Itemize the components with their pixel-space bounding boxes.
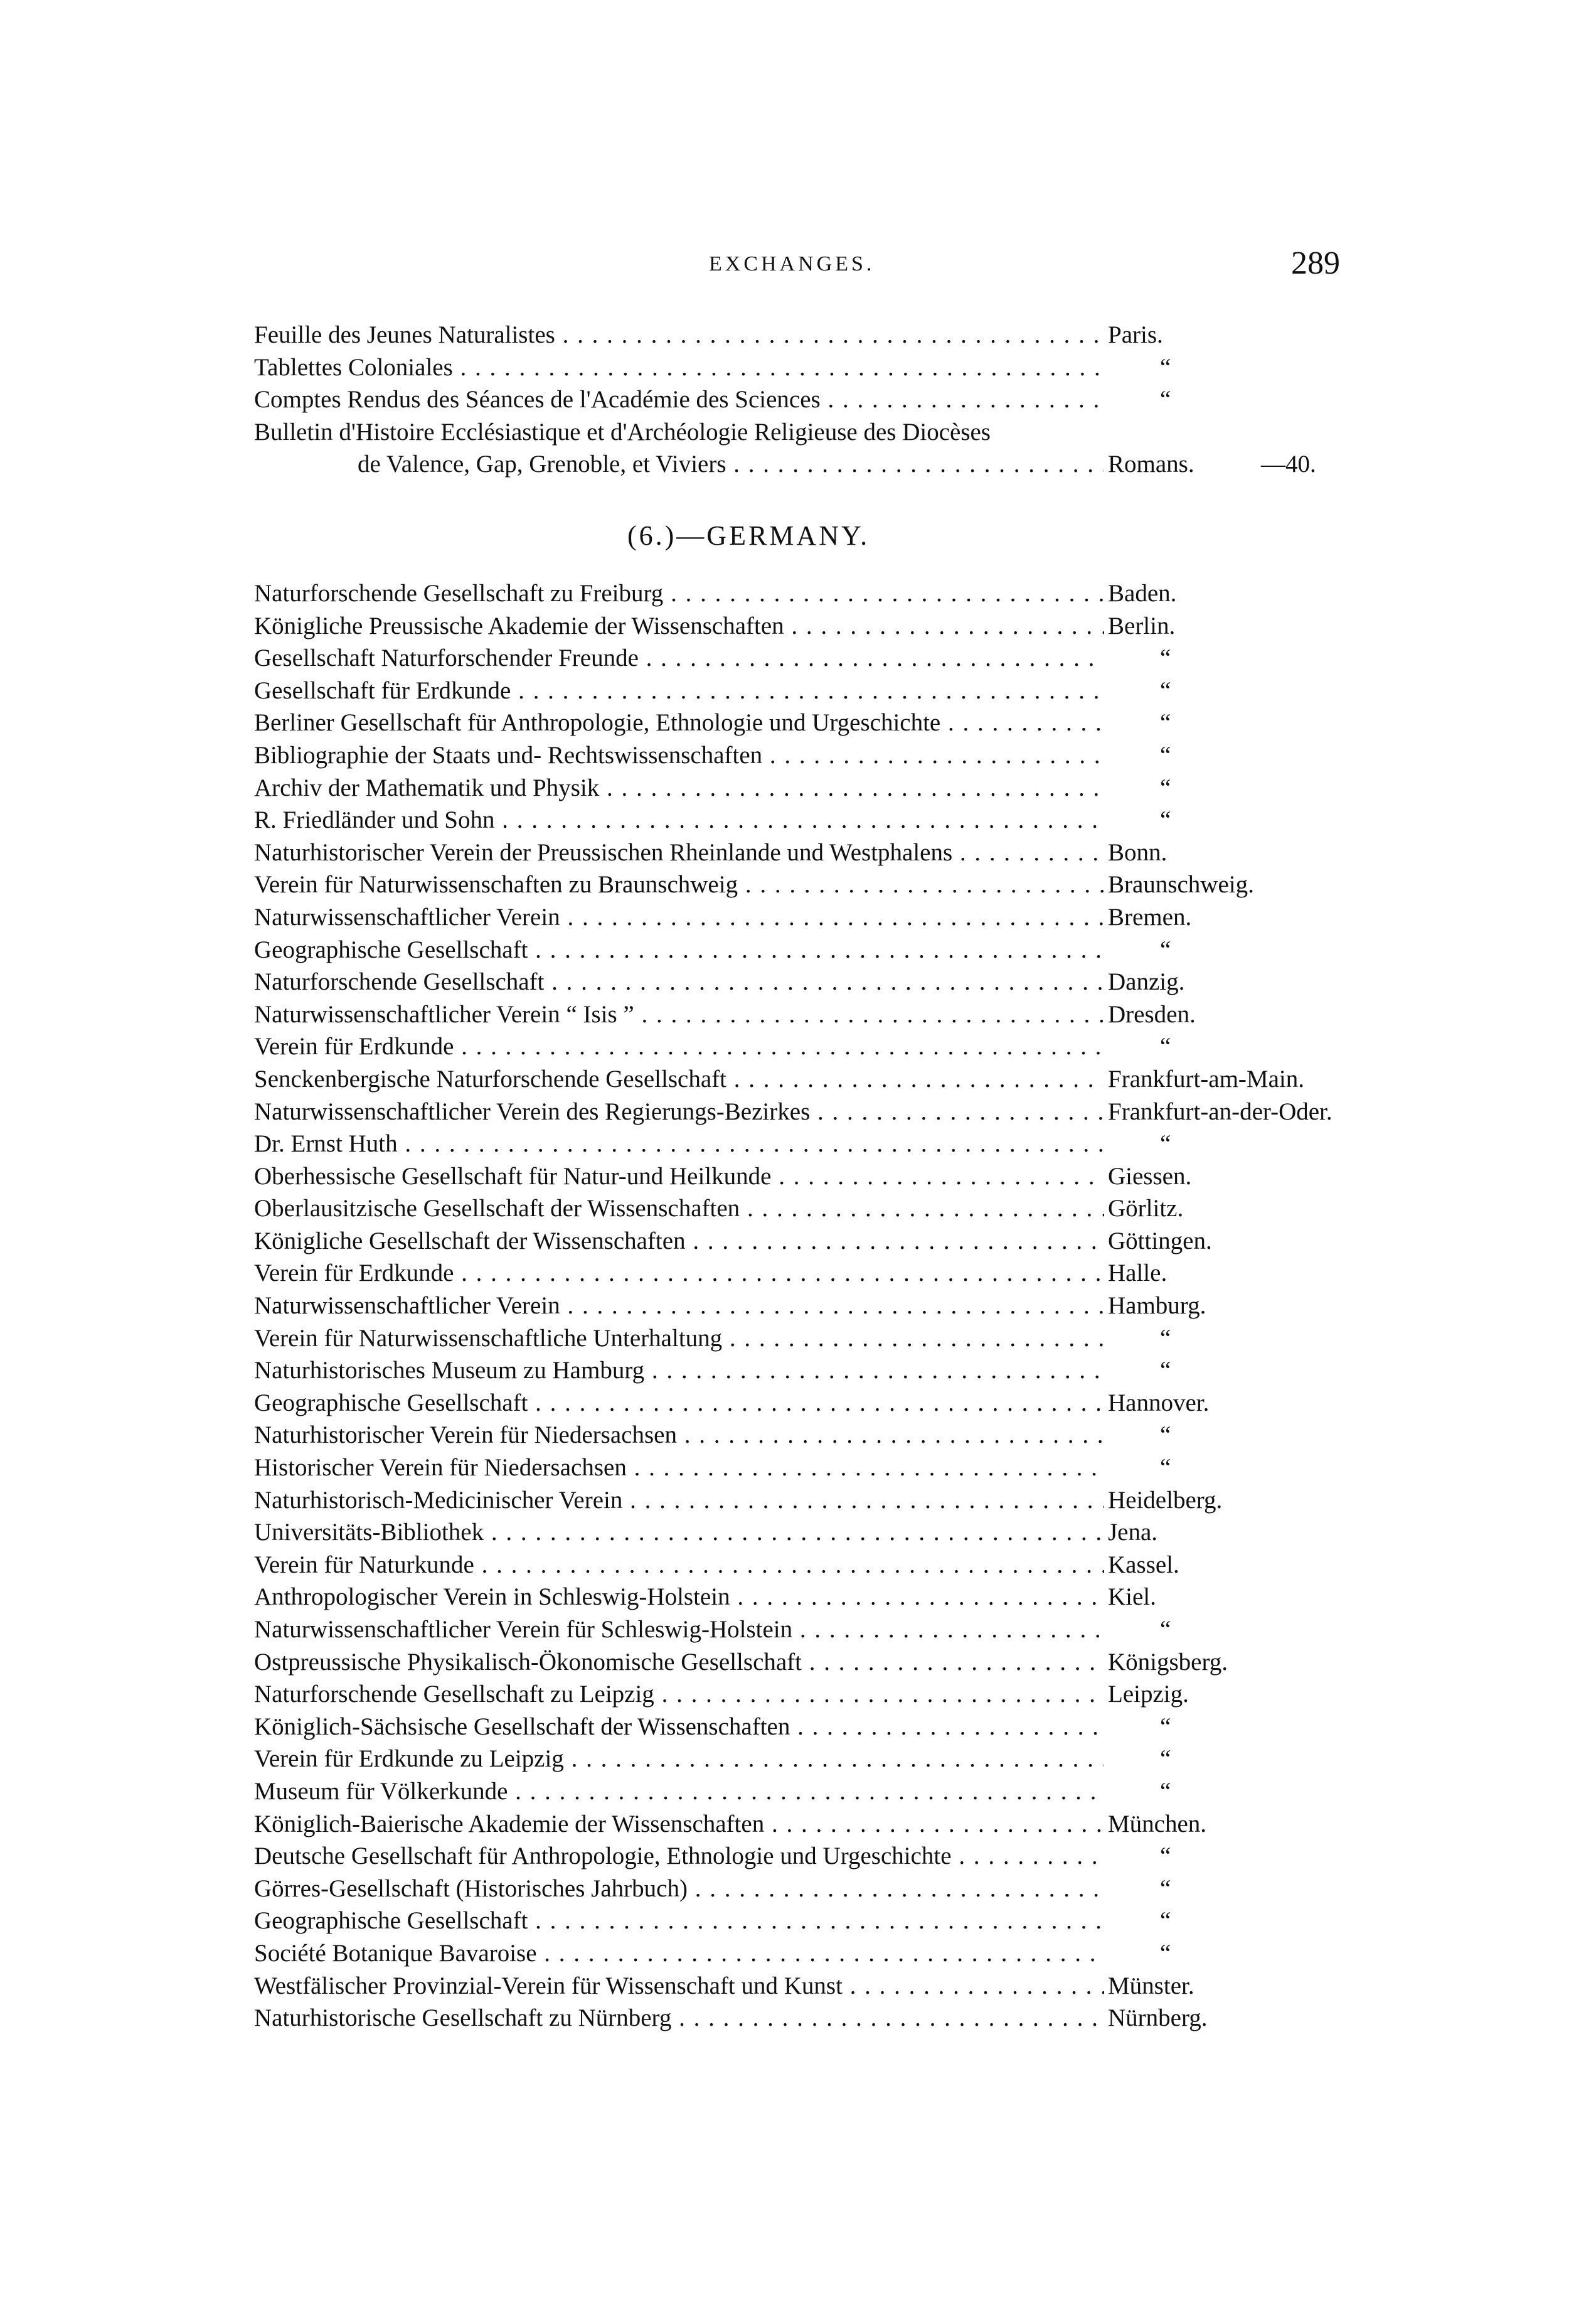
place-name: “: [1157, 1354, 1173, 1387]
society-name: Naturwissenschaftlicher Verein für Schleswig-Holstein . . .: [254, 1613, 1104, 1646]
society-name: Geographische Gesellschaft . . .: [254, 934, 1104, 966]
society-name: Görres-Gesellschaft (Historisches Jahrbuch) . . .: [254, 1873, 1104, 1905]
society-name: Gesellschaft für Erdkunde . . .: [254, 675, 1104, 707]
list-item: [254, 1743, 1333, 1775]
list-item: [254, 1192, 1333, 1225]
place-name: “: [1157, 1030, 1173, 1063]
list-item: [254, 1322, 1333, 1355]
list-item: [254, 351, 1333, 384]
place-name: Königsberg.: [1105, 1646, 1228, 1679]
place-name: “: [1157, 707, 1173, 739]
list-item: [254, 1840, 1333, 1873]
place-name: Nürnberg.: [1105, 2002, 1208, 2035]
place-name: Paris.: [1105, 319, 1163, 351]
society-name: Deutsche Gesellschaft für Anthropologie, Ethnologie und Urgeschichte . . .: [254, 1840, 1104, 1873]
list-item: [254, 383, 1333, 416]
place-name: “: [1157, 1452, 1173, 1484]
list-item: [254, 1354, 1333, 1387]
society-name: Naturhistorische Gesellschaft zu Nürnberg . . .: [254, 2002, 1104, 2035]
society-name: Anthropologischer Verein in Schleswig-Holstein . . .: [254, 1581, 1104, 1613]
society-name: Bulletin d'Histoire Ecclésiastique et d'Archéologie Religieuse des Diocèses: [254, 418, 991, 446]
society-name: Comptes Rendus des Séances de l'Académie des Sciences . . .: [254, 383, 1104, 416]
society-name: Naturhistorischer Verein für Niedersachsen . . .: [254, 1419, 1104, 1452]
place-name: Danzig.: [1105, 966, 1184, 998]
society-name: Königliche Preussische Akademie der Wissenschaften . . .: [254, 610, 1104, 643]
place-name: Hannover.: [1105, 1387, 1209, 1420]
place-name: “: [1157, 1905, 1173, 1937]
list-item: [254, 675, 1333, 707]
place-name: “: [1157, 642, 1173, 675]
society-name: Königlich-Baierische Akademie der Wissenschaften . . .: [254, 1808, 1104, 1841]
list-item: [254, 1549, 1333, 1581]
list-item: [254, 804, 1333, 837]
society-name: Universitäts-Bibliothek . . .: [254, 1516, 1104, 1549]
place-name: Baden.: [1105, 577, 1176, 610]
france-continued-list: [254, 319, 1333, 481]
society-name: Museum für Völkerkunde . . .: [254, 1775, 1104, 1808]
place-name: Bremen.: [1105, 901, 1191, 934]
list-item: [254, 1808, 1333, 1841]
place-name: Romans.: [1105, 448, 1194, 481]
place-name: Göttingen.: [1105, 1225, 1212, 1258]
list-item: [254, 707, 1333, 739]
list-item: [254, 739, 1333, 772]
society-name: Bibliographie der Staats und- Rechtswissenschaften . . .: [254, 739, 1104, 772]
society-name: Naturhistorisches Museum zu Hamburg . . .: [254, 1354, 1104, 1387]
place-name: Frankfurt-am-Main.: [1105, 1063, 1304, 1096]
list-item: [254, 1937, 1333, 1970]
society-name: Geographische Gesellschaft . . .: [254, 1905, 1104, 1937]
list-item: [254, 901, 1333, 934]
society-name: Feuille des Jeunes Naturalistes . . .: [254, 319, 1104, 351]
list-item: [254, 1387, 1333, 1420]
place-name: “: [1157, 1775, 1173, 1808]
society-name: Geographische Gesellschaft . . .: [254, 1387, 1104, 1420]
list-item: [254, 1452, 1333, 1484]
list-item: [254, 448, 1333, 481]
society-name: Dr. Ernst Huth . . .: [254, 1128, 1104, 1160]
place-name: Giessen.: [1105, 1160, 1191, 1193]
place-name: “: [1157, 1840, 1173, 1873]
society-name: Gesellschaft Naturforschender Freunde . . .: [254, 642, 1104, 675]
place-name: München.: [1105, 1808, 1206, 1841]
list-item: [254, 1225, 1333, 1258]
place-name: “: [1157, 1613, 1173, 1646]
society-name: Königliche Gesellschaft der Wissenschaften . . .: [254, 1225, 1104, 1258]
section-title: (6.)—GERMANY.: [627, 520, 870, 551]
society-name: Verein für Erdkunde zu Leipzig . . .: [254, 1743, 1104, 1775]
society-name: de Valence, Gap, Grenoble, et Viviers . . .: [358, 448, 1104, 481]
list-item: [254, 1646, 1333, 1679]
society-name: Verein für Naturkunde . . .: [254, 1549, 1104, 1581]
page-number: 289: [1291, 245, 1340, 281]
place-name: “: [1157, 1743, 1173, 1775]
list-item: [254, 934, 1333, 966]
society-name: Verein für Erdkunde . . .: [254, 1030, 1104, 1063]
society-name: Naturwissenschaftlicher Verein des Regierungs-Bezirkes . . .: [254, 1096, 1104, 1128]
society-name: Naturhistorischer Verein der Preussischen Rheinlande und Westphalens . . .: [254, 837, 1104, 869]
list-item: [254, 1678, 1333, 1711]
society-name: Verein für Erdkunde . . .: [254, 1257, 1104, 1290]
place-name: Braunschweig.: [1105, 869, 1254, 901]
list-item: [254, 1581, 1333, 1613]
society-name: Naturforschende Gesellschaft . . .: [254, 966, 1104, 998]
place-name: Frankfurt-an-der-Oder.: [1105, 1096, 1333, 1128]
list-item: [254, 772, 1333, 805]
list-item: [254, 1030, 1333, 1063]
society-name: Oberhessische Gesellschaft für Natur-und Heilkunde . . .: [254, 1160, 1104, 1193]
germany-list: [254, 577, 1333, 2035]
list-item: [254, 319, 1333, 351]
list-item: [254, 416, 1333, 449]
society-name: Naturforschende Gesellschaft zu Leipzig . . .: [254, 1678, 1104, 1711]
list-item: [254, 1484, 1333, 1517]
society-name: Historischer Verein für Niedersachsen . . .: [254, 1452, 1104, 1484]
society-name: Ostpreussische Physikalisch-Ökonomische Gesellschaft . . .: [254, 1646, 1104, 1679]
list-item: [254, 1063, 1333, 1096]
list-item: [254, 1873, 1333, 1905]
list-item: [254, 610, 1333, 643]
society-name: Naturwissenschaftlicher Verein . . .: [254, 901, 1104, 934]
place-name: “: [1157, 1419, 1173, 1452]
society-name: Archiv der Mathematik und Physik . . .: [254, 772, 1104, 805]
list-item: [254, 1905, 1333, 1937]
place-name: Heidelberg.: [1105, 1484, 1222, 1517]
place-name: Bonn.: [1105, 837, 1167, 869]
list-item: [254, 577, 1333, 610]
place-name: “: [1157, 675, 1173, 707]
place-name: “: [1157, 934, 1173, 966]
society-name: Verein für Naturwissenschaften zu Braunschweig . . .: [254, 869, 1104, 901]
running-head: EXCHANGES.: [709, 252, 875, 275]
place-name: “: [1157, 804, 1173, 837]
society-name: Tablettes Coloniales . . .: [254, 351, 1104, 384]
society-name: Naturhistorisch-Medicinischer Verein . . .: [254, 1484, 1104, 1517]
place-name: Kiel.: [1105, 1581, 1156, 1613]
list-item: [254, 1970, 1333, 2003]
society-name: Senckenbergische Naturforschende Gesellschaft . . .: [254, 1063, 1104, 1096]
society-name: R. Friedländer und Sohn . . .: [254, 804, 1104, 837]
list-item: [254, 998, 1333, 1031]
place-name: “: [1157, 1873, 1173, 1905]
place-name: Hamburg.: [1105, 1290, 1206, 1322]
society-name: Naturforschende Gesellschaft zu Freiburg . . .: [254, 577, 1104, 610]
list-item: [254, 1128, 1333, 1160]
list-item: [254, 1516, 1333, 1549]
list-item: [254, 1160, 1333, 1193]
list-item: [254, 869, 1333, 901]
place-name: “: [1157, 351, 1173, 384]
place-name: “: [1157, 383, 1173, 416]
list-item: [254, 1419, 1333, 1452]
society-name: Königlich-Sächsische Gesellschaft der Wissenschaften . . .: [254, 1711, 1104, 1743]
list-item: [254, 837, 1333, 869]
place-name: Görlitz.: [1105, 1192, 1183, 1225]
place-name: Kassel.: [1105, 1549, 1179, 1581]
place-name: Berlin.: [1105, 610, 1175, 643]
society-name: Naturwissenschaftlicher Verein “ Isis ” . . .: [254, 998, 1104, 1031]
list-item: [254, 1775, 1333, 1808]
place-name: “: [1157, 739, 1173, 772]
place-name: Halle.: [1105, 1257, 1167, 1290]
place-name: Münster.: [1105, 1970, 1194, 2003]
place-name: “: [1157, 1322, 1173, 1355]
list-item: [254, 2002, 1333, 2035]
list-item: [254, 1711, 1333, 1743]
society-name: Berliner Gesellschaft für Anthropologie, Ethnologie und Urgeschichte . . .: [254, 707, 1104, 739]
place-name: “: [1157, 1937, 1173, 1970]
society-name: Naturwissenschaftlicher Verein . . .: [254, 1290, 1104, 1322]
society-name: Société Botanique Bavaroise . . .: [254, 1937, 1104, 1970]
place-name: Leipzig.: [1105, 1678, 1189, 1711]
list-item: [254, 642, 1333, 675]
entry-count: —40.: [1261, 451, 1316, 478]
society-name: Verein für Naturwissenschaftliche Unterhaltung . . .: [254, 1322, 1104, 1355]
place-name: “: [1157, 772, 1173, 805]
list-item: [254, 1613, 1333, 1646]
society-name: Oberlausitzische Gesellschaft der Wissenschaften . . .: [254, 1192, 1104, 1225]
list-item: [254, 966, 1333, 998]
list-item: [254, 1257, 1333, 1290]
place-name: Dresden.: [1105, 998, 1196, 1031]
place-name: “: [1157, 1711, 1173, 1743]
society-name: Westfälischer Provinzial-Verein für Wissenschaft und Kunst . . .: [254, 1970, 1104, 2003]
place-name: “: [1157, 1128, 1173, 1160]
place-name: Jena.: [1105, 1516, 1157, 1549]
list-item: [254, 1096, 1333, 1128]
list-item: [254, 1290, 1333, 1322]
